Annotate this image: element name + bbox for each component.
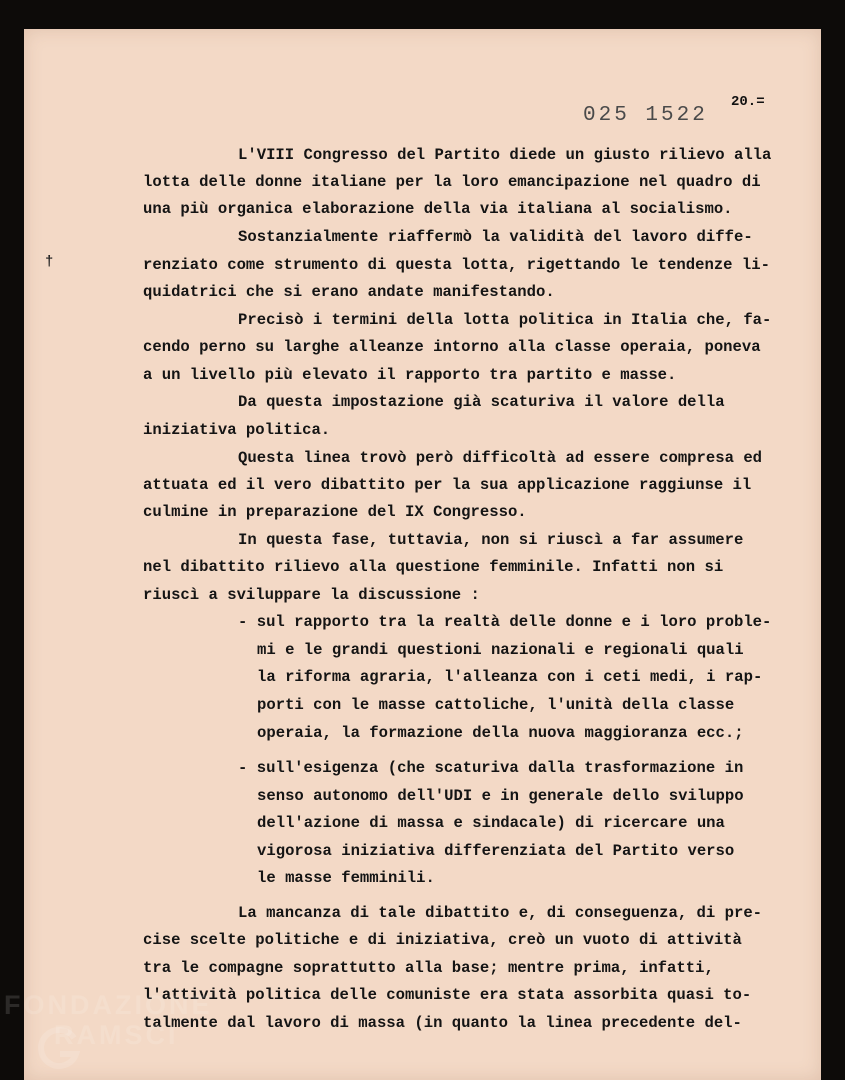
- list-item-line: vigorosa iniziativa differenziata del Partito verso: [257, 842, 735, 860]
- margin-mark: †: [45, 254, 54, 270]
- list-item-line: la riforma agraria, l'alleanza con i ceti medi, i rap-: [257, 668, 763, 686]
- text-line: l'attività politica delle comuniste era stata assorbita quasi to-: [143, 986, 752, 1004]
- list-item-line: dell'azione di massa e sindacale) di ricercare una: [257, 814, 725, 832]
- list-item-line: - sul rapporto tra la realtà delle donne e i loro proble-: [238, 613, 772, 631]
- text-line: tra le compagne soprattutto alla base; mentre prima, infatti,: [143, 959, 714, 977]
- text-line: culmine in preparazione del IX Congresso.: [143, 503, 527, 521]
- text-line: La mancanza di tale dibattito e, di conseguenza, di pre-: [238, 904, 763, 922]
- text-line: quidatrici che si erano andate manifestando.: [143, 283, 555, 301]
- text-line: talmente dal lavoro di massa (in quanto la linea precedente del-: [143, 1014, 742, 1032]
- text-line: riuscì a sviluppare la discussione :: [143, 586, 480, 604]
- text-line: iniziativa politica.: [143, 421, 331, 439]
- list-item-line: operaia, la formazione della nuova maggioranza ecc.;: [257, 724, 744, 742]
- list-item-line: le masse femminili.: [257, 869, 435, 887]
- list-item-line: mi e le grandi questioni nazionali e regionali quali: [257, 641, 744, 659]
- text-line: cendo perno su larghe alleanze intorno alla classe operaia, poneva: [143, 338, 761, 356]
- text-line: nel dibattito rilievo alla questione femminile. Infatti non si: [143, 558, 724, 576]
- text-line: Da questa impostazione già scaturiva il valore della: [238, 393, 725, 411]
- text-line: Questa linea trovò però difficoltà ad essere compresa ed: [238, 449, 763, 467]
- list-item-line: senso autonomo dell'UDI e in generale dello sviluppo: [257, 787, 744, 805]
- page-number: 20.=: [731, 94, 765, 110]
- text-line: a un livello più elevato il rapporto tra partito e masse.: [143, 366, 677, 384]
- text-line: lotta delle donne italiane per la loro emancipazione nel quadro di: [143, 173, 761, 191]
- text-line: In questa fase, tuttavia, non si riuscì a far assumere: [238, 531, 744, 549]
- text-line: una più organica elaborazione della via italiana al socialismo.: [143, 200, 733, 218]
- list-item-line: - sull'esigenza (che scaturiva dalla trasformazione in: [238, 759, 744, 777]
- text-line: Precisò i termini della lotta politica in Italia che, fa-: [238, 311, 772, 329]
- text-line: cise scelte politiche e di iniziativa, creò un vuoto di attività: [143, 931, 742, 949]
- text-line: Sostanzialmente riaffermò la validità del lavoro diffe-: [238, 228, 753, 246]
- list-item-line: porti con le masse cattoliche, l'unità della classe: [257, 696, 735, 714]
- text-line: renziato come strumento di questa lotta, rigettando le tendenze li-: [143, 256, 770, 274]
- text-line: attuata ed il vero dibattito per la sua applicazione raggiunse il: [143, 476, 752, 494]
- text-line: L'VIII Congresso del Partito diede un giusto rilievo alla: [238, 146, 772, 164]
- archive-number: 025 1522: [583, 104, 708, 127]
